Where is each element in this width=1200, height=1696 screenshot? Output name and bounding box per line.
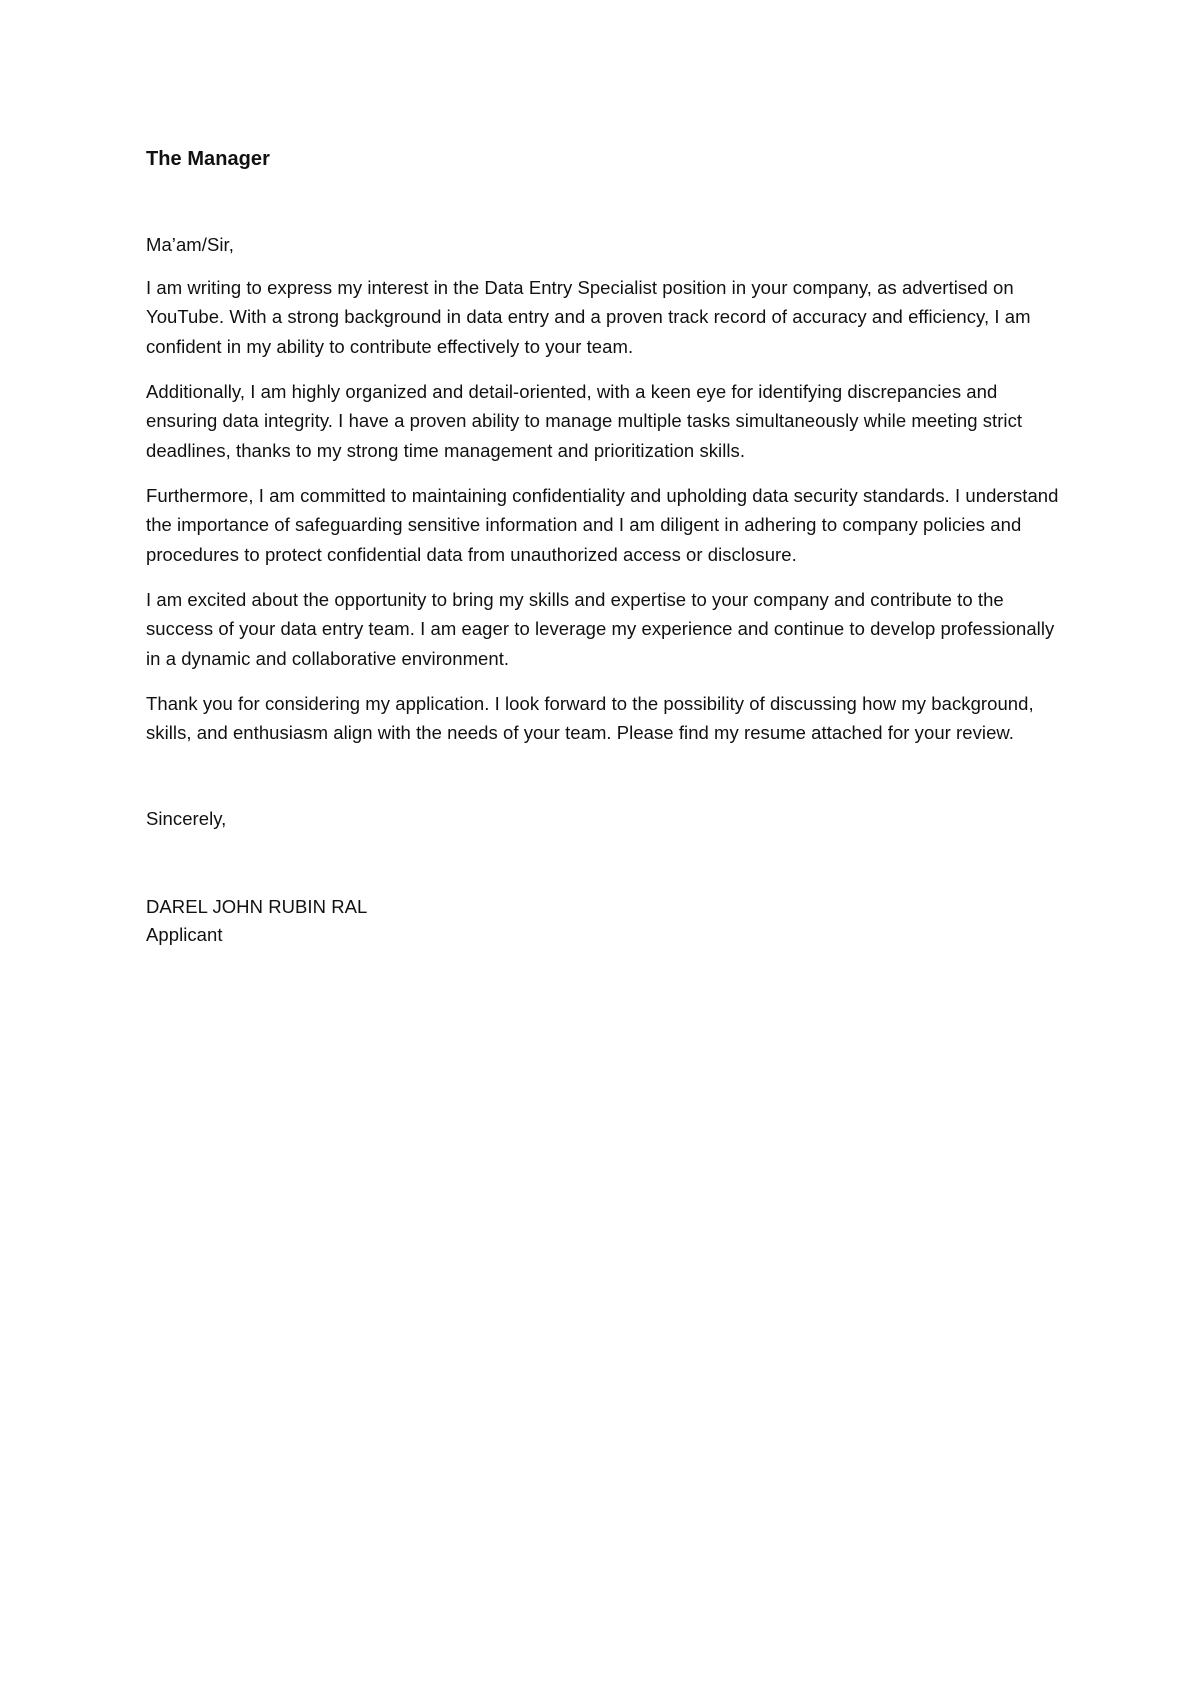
paragraph-confidentiality: Furthermore, I am committed to maintaining confidentiality and upholding data security standards. I understand the importance of safeguarding sensitive information and I am diligent in adhering to company policies and procedures to protect confidential data from unauthorized access or disclosure. xyxy=(146,484,1059,565)
letter-paragraphs xyxy=(146,273,1066,748)
closing: Sincerely, xyxy=(146,807,227,829)
salutation: Ma’am/Sir, xyxy=(146,234,234,255)
letter-body xyxy=(146,144,1066,949)
paragraph-interest: I am writing to express my interest in the Data Entry Specialist position in your company, as advertised on YouTube. With a strong background in data entry and a proven track record of accuracy and efficiency, I am confident in my ability to contribute effectively to your team. xyxy=(146,276,1031,357)
paragraph-thank-you: Thank you for considering my application. I look forward to the possibility of discussing how my background, skills, and enthusiasm align with the needs of your team. Please find my resume attached for your review. xyxy=(146,692,1034,743)
signature-block xyxy=(146,893,1066,949)
paragraph-organization: Additionally, I am highly organized and detail-oriented, with a keen eye for identifying discrepancies and ensuring data integrity. I have a proven ability to manage multiple tasks simultaneously while meeting strict deadlines, thanks to my strong time management and prioritization skills. xyxy=(146,380,1023,461)
paragraph-opportunity: I am excited about the opportunity to bring my skills and expertise to your company and contribute to the success of your data entry team. I am eager to leverage my experience and continue to develop professionally in a dynamic and collaborative environment. xyxy=(146,588,1055,669)
signature-name: DAREL JOHN RUBIN RAL xyxy=(146,896,368,917)
signature-title: Applicant xyxy=(146,924,223,945)
recipient-heading: The Manager xyxy=(146,148,270,170)
